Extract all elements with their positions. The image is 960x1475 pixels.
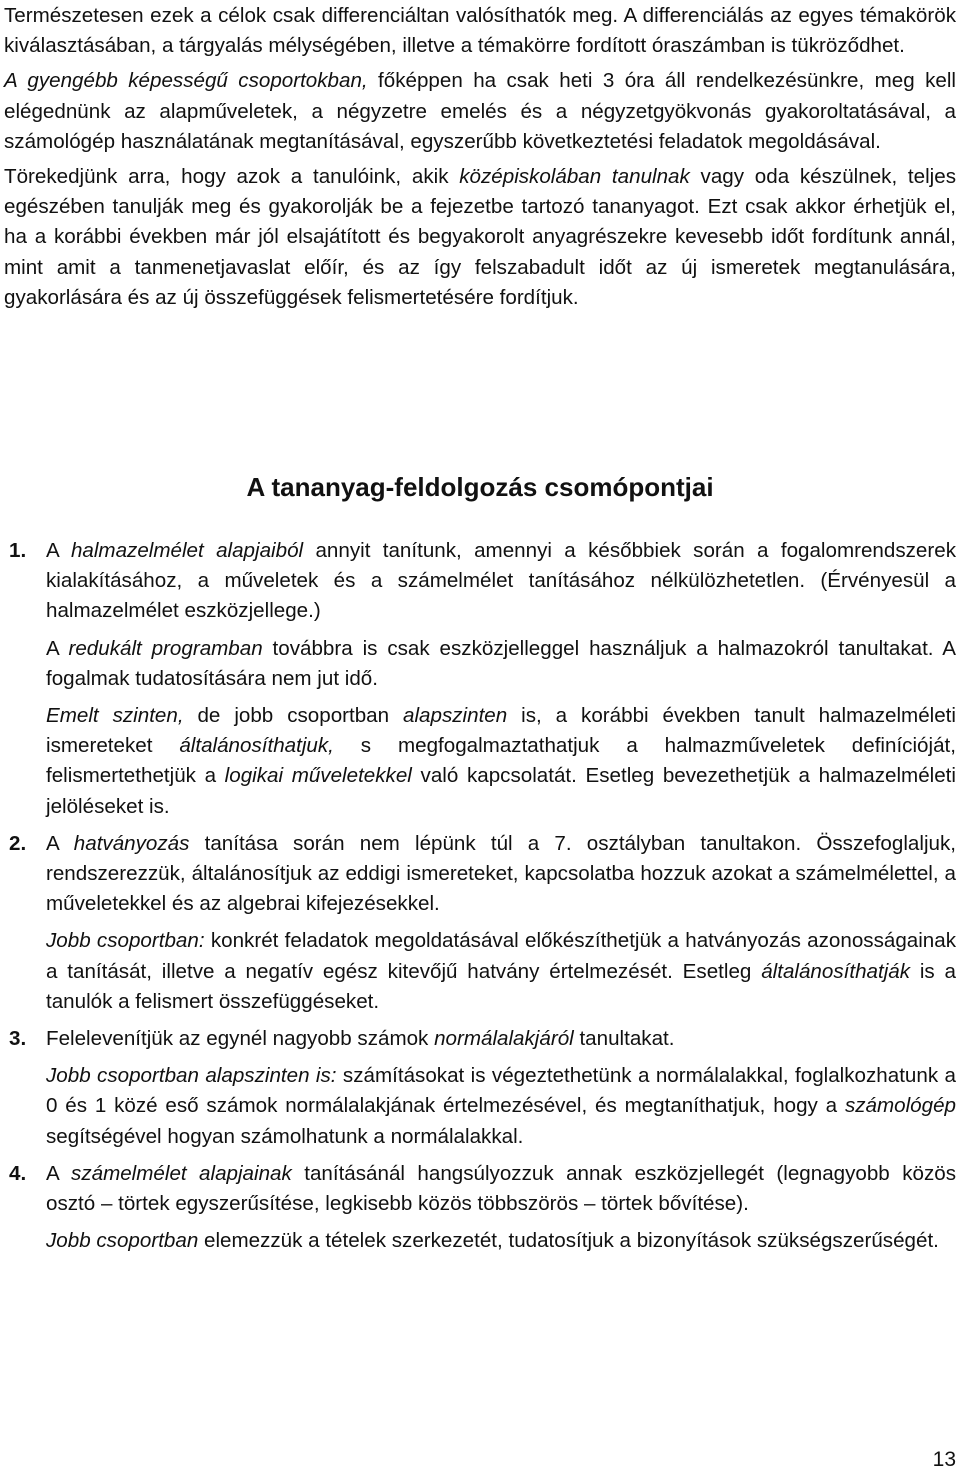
list-item-4 — [4, 1159, 956, 1257]
list-item-1-paragraph-2 — [46, 634, 956, 694]
text-run: való kapcsolatát. Esetleg bevezethetjük a halmazelméleti jelöléseket is. — [46, 764, 956, 818]
text-run: A — [46, 831, 74, 855]
intro-paragraph-2 — [4, 66, 956, 157]
list-item-number: 4. — [9, 1161, 27, 1185]
text-run: is, a korábbi években tanult halmazelméleti ismereteket — [46, 704, 956, 758]
emphasis-run: normálalakjáról — [434, 1027, 574, 1051]
numbered-list — [4, 536, 956, 1256]
list-item-number: 2. — [9, 831, 27, 855]
text-run: de jobb csoportban — [183, 704, 404, 728]
emphasis-run: logikai műveletekkel — [224, 764, 412, 788]
list-item-2-paragraph-2 — [46, 926, 956, 1017]
list-item-3-paragraph-1 — [46, 1024, 956, 1054]
list-item-number: 1. — [9, 539, 27, 562]
intro-paragraph-3-text-a: Törekedjünk arra, hogy azok a tanulóink, akik — [4, 165, 460, 189]
emphasis-run: általánosíthatjuk, — [179, 734, 334, 758]
list-item-4-paragraph-1 — [46, 1159, 956, 1219]
emphasis-run: általánosíthatják — [761, 959, 911, 983]
list-item-3 — [4, 1024, 956, 1152]
list-item-1-paragraph-3 — [46, 701, 956, 822]
intro-paragraph-3-text-b: vagy oda készülnek, teljes egészében tanulják meg és gyakorolják be a fejezetbe tartozó tananyagot. Ezt csak akkor érhetjük el, ha a korábbi években már jól elsajátított és begyakorolt anyagrészekre kevesebb időt fordítunk annál, mint amit a tanmenetjavaslat előír, és az így felszabadult időt az új ismeretek megtanulására, gyakorlására és az új összefüggések felismertetésére fordítjuk. — [4, 165, 956, 309]
intro-paragraph-1: Természetesen ezek a célok csak differenciáltan valósíthatók meg. A differenciálás az egyes témakörök kiválasztásában, a tárgyalás mélységében, illetve a témakörre fordított óraszámban is tükröződhet. — [4, 4, 956, 58]
text-run: annyit tanítunk, amennyi a későbbiek során a fogalomrendszerek kialakításához, a műveletek és a számelmélet tanításához nélkülözhetetlen. (Érvényesül a halmazelmélet eszközjellege.) — [46, 539, 956, 623]
emphasis-run: Jobb csoportban alapszinten is: — [46, 1064, 337, 1088]
text-run: tanultakat. — [573, 1027, 675, 1051]
list-item-1-paragraph-1 — [46, 536, 956, 627]
intro-paragraph-2-emphasis: A gyengébb képességű csoportokban, — [4, 69, 368, 93]
intro-paragraph-2-text: főképpen ha csak heti 3 óra áll rendelkezésünkre, meg kell elégednünk az alapműveletek, a négyzetre emelés és a négyzetgyökvonás gyakoroltatásával, a számológép használatának megtanításával, egyszerűbb következtetési feladatok megoldásával. — [4, 69, 956, 153]
section-title: A tananyag-feldolgozás csomópontjai — [246, 472, 714, 502]
text-run: is a tanulók a felismert összefüggéseket. — [46, 959, 956, 1013]
intro-paragraph-3 — [4, 162, 956, 313]
list-item-2-paragraph-1 — [46, 829, 956, 920]
list-item-1 — [4, 536, 956, 822]
text-run: tanításánál hangsúlyozzuk annak eszközjellegét (legnagyobb közös osztó – törtek egyszerűsítése, legkisebb közös többszörös – törtek bővítése). — [46, 1161, 956, 1216]
text-run: Felelevenítjük az egynél nagyobb számok — [46, 1027, 435, 1051]
list-item-4-paragraph-2 — [46, 1226, 956, 1256]
list-item-number: 3. — [9, 1027, 27, 1051]
text-run: segítségével hogyan számolhatunk a normálalakkal. — [46, 1124, 524, 1148]
text-run: továbbra is csak eszközjelleggel használjuk a halmazokról tanultakat. A fogalmak tudatosítására nem jut idő. — [46, 636, 956, 690]
emphasis-run: Emelt szinten, — [46, 704, 184, 728]
text-run: A — [46, 539, 71, 562]
list-item-2 — [4, 829, 956, 1017]
emphasis-run: számológép — [844, 1094, 956, 1118]
emphasis-run: számelmélet alapjainak — [71, 1161, 292, 1185]
emphasis-run: alapszinten — [403, 704, 508, 728]
emphasis-run: halmazelmélet alapjaiból — [70, 539, 304, 562]
emphasis-run: hatványozás — [73, 831, 190, 855]
intro-text — [4, 0, 956, 313]
text-run: A — [46, 636, 69, 660]
emphasis-run: Jobb csoportban: — [46, 929, 205, 953]
emphasis-run: redukált programban — [68, 636, 263, 660]
text-run: tanítása során nem lépünk túl a 7. osztályban tanultakon. Összefoglaljuk, rendszerezzük, általánosítjuk az eddigi ismereteket, kapcsolatba hozzuk azokat a számelmélettel, a műveletekkel és az algebrai kifejezésekkel. — [46, 831, 956, 916]
text-run: elemezzük a tételek szerkezetét, tudatosítjuk a bizonyítások szükségszerűségét. — [198, 1229, 939, 1253]
text-run: konkrét feladatok megoldatásával előkészíthetjük a hatványozás azonosságainak a tanítását, illetve a negatív egész kitevőjű hatvány értelmezését. Esetleg — [46, 929, 957, 983]
emphasis-run: Jobb csoportban — [46, 1229, 199, 1253]
text-run: számításokat is végeztethetünk a normálalakkal, foglalkozhatunk a 0 és 1 közé eső számok normálalakjának értelmezésével, és megtaníthatjuk, hogy a — [46, 1064, 956, 1118]
text-run: A — [46, 1161, 72, 1185]
text-run: s megfogalmaztathatjuk a halmazműveletek definícióját, felismertethetjük a — [46, 734, 956, 788]
intro-paragraph-3-emphasis: középiskolában tanulnak — [459, 165, 690, 189]
list-item-3-paragraph-2 — [46, 1061, 956, 1152]
page-number: 13 — [932, 1448, 956, 1471]
